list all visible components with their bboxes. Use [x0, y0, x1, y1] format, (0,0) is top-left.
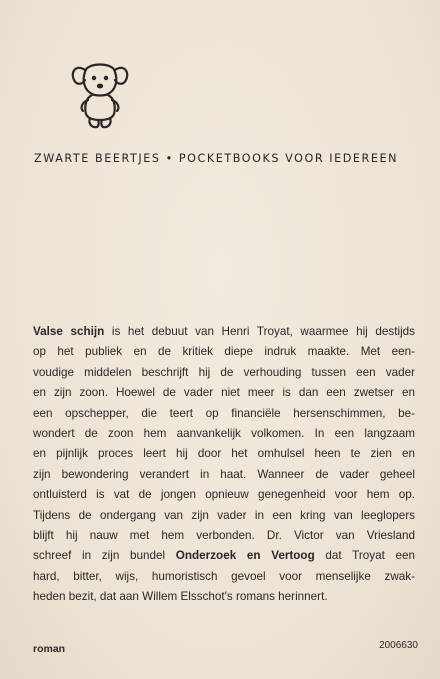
- blurb-line: heden bezit, dat aan Willem Elsschot's romans herinnert.: [33, 590, 328, 604]
- blurb-line: Tijdens de ondergang van zijn vader in een kring van leeglopers: [33, 508, 415, 522]
- blurb-line: en zijn zoon. Hoewel de vader niet meer is dan een zwetser en: [33, 386, 415, 400]
- referenced-work-title: Onderzoek en Vertoog: [175, 549, 315, 563]
- blurb-text: [33, 322, 415, 607]
- blurb-line: wondert de zoon hem aanvankelijk volkomen. In een langzaam: [33, 426, 415, 440]
- blurb-line: een opschepper, die teert op financiële hersenschimmen, be-: [33, 406, 415, 420]
- catalog-number: 2006630: [379, 640, 418, 651]
- blurb-line: blijft hij nauw met hem verbonden. Dr. Victor van Vriesland: [33, 528, 415, 542]
- blurb-line: hard, bitter, wijs, humoristisch gevoel voor menselijke zwak-: [33, 569, 415, 583]
- genre-label: roman: [33, 643, 66, 655]
- blurb-line: op het publiek en de kritiek diepe indruk maakte. Met een-: [33, 345, 415, 359]
- blurb-line: ontluisterd is vat de jongen opnieuw genegenheid voor hem op.: [33, 488, 415, 502]
- series-title: ZWARTE BEERTJES • POCKETBOOKS VOOR IEDEREEN: [34, 152, 399, 165]
- blurb-line: zijn bewondering verandert in haat. Wanneer de vader geheel: [33, 467, 415, 481]
- book-title: Valse schijn: [33, 325, 105, 338]
- blurb-line: Valse schijn is het debuut van Henri Troyat, waarmee hij destijds: [33, 325, 416, 338]
- blurb-line: en pijnlijk proces leert hij door het omhulsel heen te zien en: [33, 447, 415, 461]
- blurb-line: voudige middelen beschrijft hij de verhouding tussen een vader: [33, 365, 415, 379]
- blurb-line: schreef in zijn bundel Onderzoek en Vertoog dat Troyat een: [33, 549, 415, 563]
- bear-icon: [68, 58, 134, 130]
